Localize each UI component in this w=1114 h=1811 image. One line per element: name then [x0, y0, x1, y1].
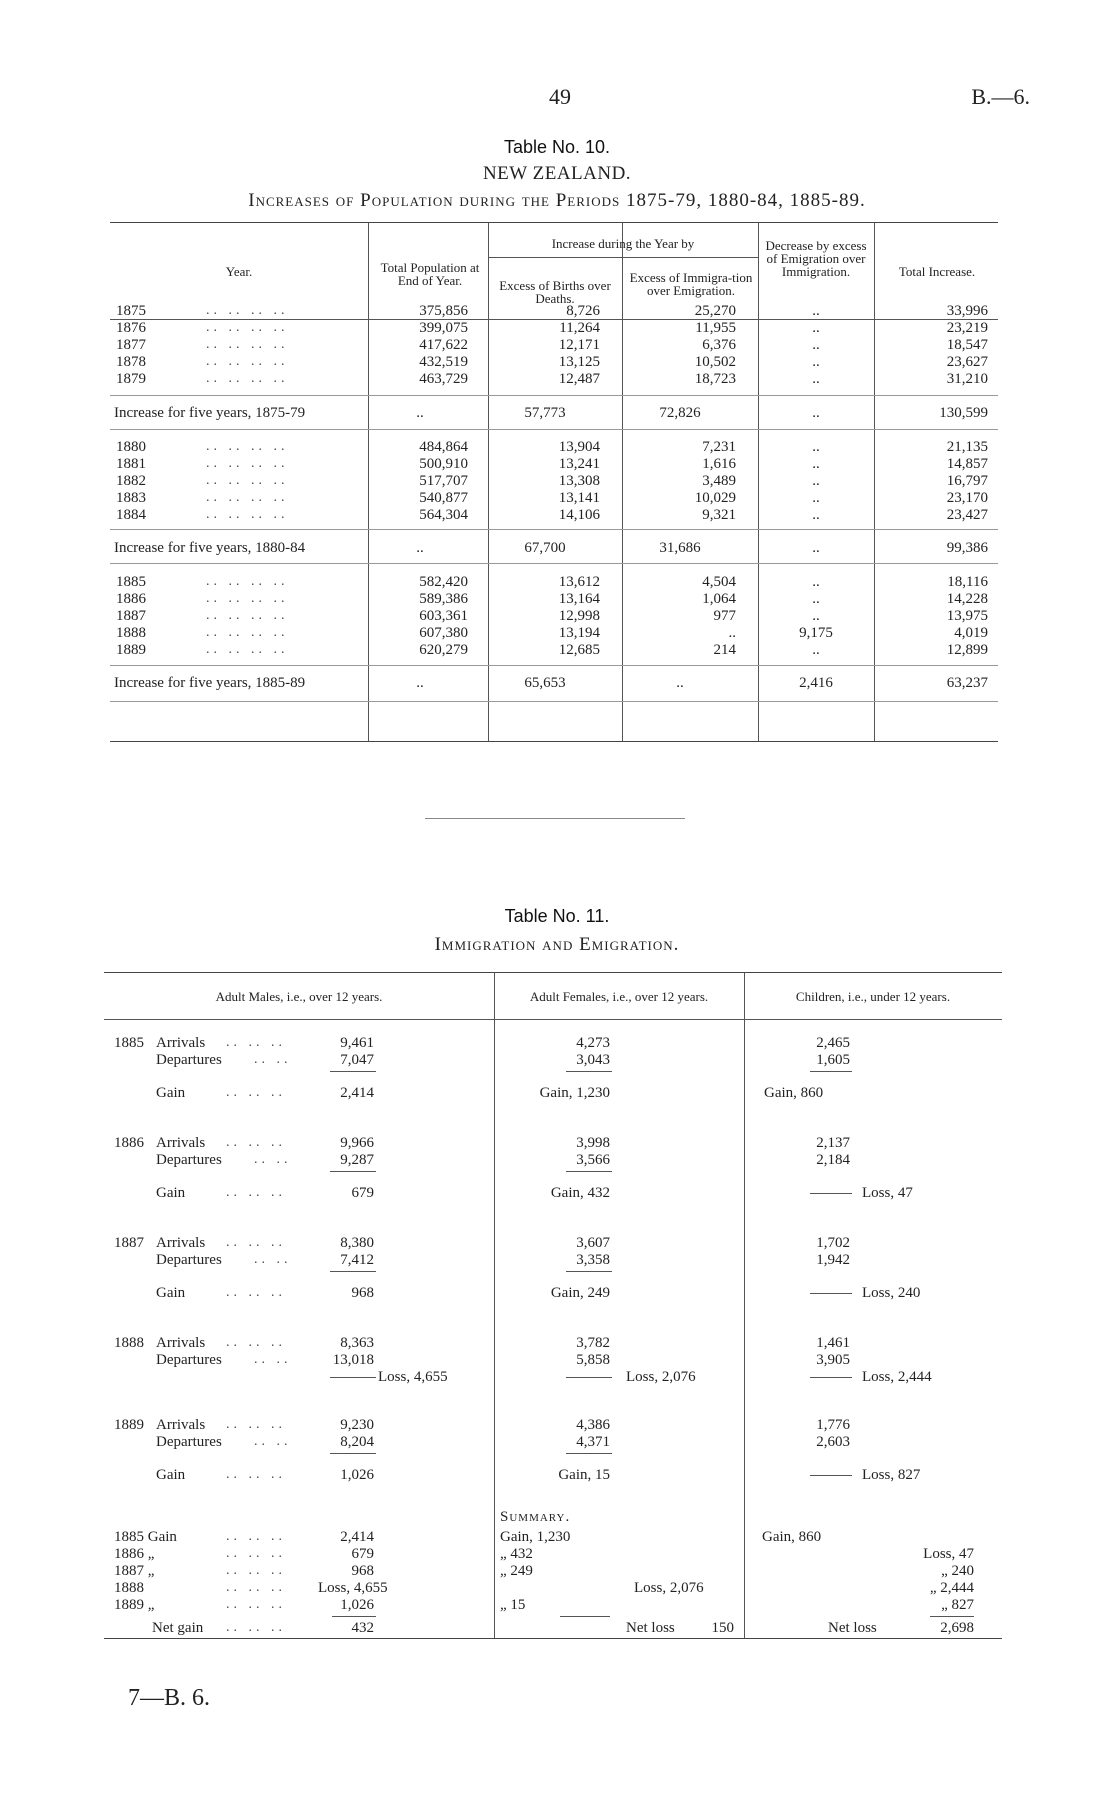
rule	[566, 1453, 612, 1454]
row-population: 564,304	[419, 507, 468, 523]
row-year: 1876	[116, 320, 146, 336]
departures-label: Departures	[156, 1352, 222, 1368]
row-population: 375,856	[419, 303, 468, 319]
children-loss: Loss, 47	[862, 1185, 913, 1201]
row-total-increase: 23,170	[946, 490, 988, 506]
arrivals-label: Arrivals	[156, 1335, 206, 1351]
rule	[810, 1475, 852, 1476]
col-total-increase: Total Increase.	[898, 264, 976, 279]
table10-country: NEW ZEALAND.	[482, 163, 632, 184]
row-year: 1888	[116, 625, 146, 641]
children-arrivals: 1,461	[816, 1335, 850, 1351]
arrivals-label: Arrivals	[156, 1235, 206, 1251]
row-total-increase: 21,135	[946, 439, 988, 455]
females-departures: 5,858	[576, 1352, 610, 1368]
table11-subtitle: Immigration and Emigration.	[434, 934, 680, 955]
rule	[810, 1293, 852, 1294]
subtotal-births: 57,773	[524, 405, 566, 421]
children-loss: Loss, 827	[862, 1467, 921, 1483]
leader-dots: .. .. .. ..	[206, 303, 289, 318]
rule	[330, 1071, 376, 1072]
row-births-excess: 13,308	[558, 473, 600, 489]
leader-dots: .. .. ..	[226, 1417, 286, 1432]
col-decrease-emigration: Decrease by excess of Emigration over Immigration.	[765, 238, 867, 279]
row-population: 589,386	[419, 591, 468, 607]
row-emigration-decrease: ..	[812, 490, 820, 506]
males-departures: 8,204	[340, 1434, 374, 1450]
row-immigration-excess: 25,270	[694, 303, 736, 319]
males-result: 2,414	[340, 1085, 374, 1101]
children-arrivals: 2,465	[816, 1035, 850, 1051]
row-immigration-excess: 1,064	[702, 591, 736, 607]
females-loss: Loss, 2,076	[626, 1369, 696, 1385]
males-departures: 9,287	[340, 1152, 374, 1168]
leader-dots: .. .. .. ..	[206, 456, 289, 471]
row-births-excess: 13,194	[558, 625, 600, 641]
col-adult-males: Adult Males, i.e., over 12 years.	[215, 989, 383, 1004]
row-total-increase: 13,975	[946, 608, 988, 624]
summary-year: 1886 „	[114, 1546, 155, 1562]
males-arrivals: 9,966	[340, 1135, 374, 1151]
leader-dots: .. ..	[254, 1152, 292, 1167]
row-emigration-decrease: 9,175	[799, 625, 833, 641]
summary-males: 2,414	[340, 1529, 374, 1545]
row-year: 1880	[116, 439, 146, 455]
arrivals-label: Arrivals	[156, 1135, 206, 1151]
row-total-increase: 18,116	[947, 574, 988, 590]
row-year: 1881	[116, 456, 146, 472]
row-year: 1877	[116, 337, 146, 353]
row-population: 417,622	[419, 337, 468, 353]
summary-females-loss: Loss, 2,076	[634, 1580, 704, 1596]
page-reference: B.—6.	[971, 84, 1030, 109]
year-label: 1888	[114, 1335, 144, 1351]
females-result: Gain, 432	[550, 1185, 610, 1201]
row-emigration-decrease: ..	[812, 303, 820, 319]
summary-females: „ 15	[500, 1597, 526, 1613]
page-number: 49	[549, 84, 571, 109]
net-loss-females: 150	[711, 1620, 734, 1636]
males-arrivals: 9,461	[340, 1035, 374, 1051]
row-population: 484,864	[419, 439, 468, 455]
row-births-excess: 13,241	[558, 456, 600, 472]
col-increase-group: Increase during the Year by	[551, 236, 695, 251]
subtotal-emigration: ..	[812, 405, 820, 421]
males-departures: 7,412	[340, 1252, 374, 1268]
row-emigration-decrease: ..	[812, 473, 820, 489]
children-departures: 1,942	[816, 1252, 850, 1268]
col-year: Year.	[225, 264, 253, 279]
row-year: 1878	[116, 354, 146, 370]
row-total-increase: 18,547	[946, 337, 988, 353]
children-result: Gain, 860	[764, 1085, 824, 1101]
table11-title: Table No. 11.	[504, 906, 610, 926]
row-immigration-excess: 1,616	[702, 456, 736, 472]
females-departures: 3,566	[576, 1152, 610, 1168]
row-births-excess: 12,998	[558, 608, 600, 624]
row-total-increase: 14,228	[946, 591, 988, 607]
summary-children-loss: „ 240	[941, 1563, 974, 1579]
rule	[810, 1193, 852, 1194]
subtotal-emigration: ..	[812, 540, 820, 556]
leader-dots: .. .. .. ..	[206, 625, 289, 640]
males-result: 679	[351, 1185, 374, 1201]
rule	[330, 1171, 376, 1172]
leader-dots: .. ..	[254, 1352, 292, 1367]
rule	[330, 1453, 376, 1454]
col-children: Children, i.e., under 12 years.	[795, 989, 951, 1004]
year-label: 1887	[114, 1235, 144, 1251]
table10-subtitle: Increases of Population during the Periods 1875-79, 1880-84, 1885-89.	[248, 190, 866, 211]
summary-males: 1,026	[340, 1597, 374, 1613]
row-emigration-decrease: ..	[812, 507, 820, 523]
summary-year: 1888	[114, 1580, 144, 1596]
leader-dots: .. .. .. ..	[206, 608, 289, 623]
females-departures: 3,358	[576, 1252, 610, 1268]
males-result: 1,026	[340, 1467, 374, 1483]
subtotal-population: ..	[416, 405, 424, 421]
leader-dots: .. .. ..	[226, 1546, 286, 1561]
subtotal-immigration: 72,826	[659, 405, 701, 421]
row-births-excess: 13,125	[558, 354, 600, 370]
row-total-increase: 4,019	[954, 625, 988, 641]
row-immigration-excess: ..	[728, 625, 736, 641]
subtotal-total: 99,386	[946, 540, 988, 556]
row-births-excess: 14,106	[558, 507, 600, 523]
leader-dots: .. .. ..	[226, 1185, 286, 1200]
rule	[560, 1616, 610, 1617]
children-departures: 1,605	[816, 1052, 850, 1068]
row-population: 620,279	[419, 642, 468, 658]
row-year: 1886	[116, 591, 146, 607]
row-emigration-decrease: ..	[812, 371, 820, 387]
net-loss-children: 2,698	[940, 1620, 974, 1636]
summary-year: 1887 „	[114, 1563, 155, 1579]
leader-dots: .. .. ..	[226, 1035, 286, 1050]
leader-dots: .. .. .. ..	[206, 473, 289, 488]
arrivals-label: Arrivals	[156, 1035, 206, 1051]
females-departures: 3,043	[576, 1052, 610, 1068]
leader-dots: .. ..	[254, 1252, 292, 1267]
row-immigration-excess: 214	[713, 642, 736, 658]
rule	[930, 1616, 974, 1617]
rule	[566, 1271, 612, 1272]
leader-dots: .. .. ..	[226, 1563, 286, 1578]
row-births-excess: 11,264	[559, 320, 600, 336]
gain-label: Gain	[156, 1285, 186, 1301]
females-arrivals: 3,607	[576, 1235, 610, 1251]
rule	[566, 1171, 612, 1172]
year-label: 1885	[114, 1035, 144, 1051]
departures-label: Departures	[156, 1052, 222, 1068]
rule	[330, 1271, 376, 1272]
row-population: 603,361	[419, 608, 468, 624]
row-year: 1882	[116, 473, 146, 489]
gain-label: Gain	[156, 1467, 186, 1483]
row-total-increase: 16,797	[946, 473, 988, 489]
row-population: 517,707	[419, 473, 468, 489]
row-births-excess: 8,726	[566, 303, 600, 319]
children-departures: 3,905	[816, 1352, 850, 1368]
leader-dots: .. .. .. ..	[206, 371, 289, 386]
row-births-excess: 13,612	[558, 574, 600, 590]
males-arrivals: 8,380	[340, 1235, 374, 1251]
males-departures: 7,047	[340, 1052, 374, 1068]
leader-dots: .. .. ..	[226, 1529, 286, 1544]
females-arrivals: 3,782	[576, 1335, 610, 1351]
row-population: 432,519	[419, 354, 468, 370]
row-total-increase: 12,899	[946, 642, 988, 658]
summary-children-loss: Loss, 47	[923, 1546, 974, 1562]
row-total-increase: 31,210	[946, 371, 988, 387]
row-immigration-excess: 11,955	[695, 320, 736, 336]
row-emigration-decrease: ..	[812, 642, 820, 658]
gain-label: Gain	[156, 1185, 186, 1201]
rule	[810, 1071, 852, 1072]
row-total-increase: 33,996	[946, 303, 988, 319]
summary-year: 1885 Gain	[114, 1529, 177, 1545]
summary-females: Gain, 1,230	[500, 1529, 571, 1545]
row-immigration-excess: 9,321	[702, 507, 736, 523]
children-arrivals: 1,702	[816, 1235, 850, 1251]
females-departures: 4,371	[576, 1434, 610, 1450]
summary-children: Gain, 860	[762, 1529, 822, 1545]
leader-dots: .. .. .. ..	[206, 507, 289, 522]
row-year: 1875	[116, 303, 146, 319]
row-births-excess: 12,171	[558, 337, 600, 353]
leader-dots: .. .. ..	[226, 1467, 286, 1482]
leader-dots: .. .. ..	[226, 1620, 286, 1635]
row-year: 1884	[116, 507, 146, 523]
row-immigration-excess: 977	[713, 608, 736, 624]
summary-females: „ 249	[500, 1563, 533, 1579]
leader-dots: .. .. .. ..	[206, 439, 289, 454]
males-arrivals: 9,230	[340, 1417, 374, 1433]
females-arrivals: 4,386	[576, 1417, 610, 1433]
row-total-increase: 23,219	[946, 320, 988, 336]
children-arrivals: 2,137	[816, 1135, 850, 1151]
row-total-increase: 23,627	[946, 354, 988, 370]
females-arrivals: 4,273	[576, 1035, 610, 1051]
leader-dots: .. .. ..	[226, 1285, 286, 1300]
table11	[104, 972, 1002, 1639]
children-departures: 2,603	[816, 1434, 850, 1450]
leader-dots: .. .. .. ..	[206, 574, 289, 589]
table10	[110, 222, 998, 742]
row-emigration-decrease: ..	[812, 456, 820, 472]
males-departures: 13,018	[332, 1352, 374, 1368]
row-emigration-decrease: ..	[812, 608, 820, 624]
row-year: 1889	[116, 642, 146, 658]
children-arrivals: 1,776	[816, 1417, 850, 1433]
children-departures: 2,184	[816, 1152, 850, 1168]
row-population: 607,380	[419, 625, 468, 641]
row-emigration-decrease: ..	[812, 591, 820, 607]
year-label: 1886	[114, 1135, 144, 1151]
section-divider	[425, 818, 685, 819]
leader-dots: .. .. .. ..	[206, 642, 289, 657]
row-population: 540,877	[419, 490, 468, 506]
row-year: 1885	[116, 574, 146, 590]
leader-dots: .. .. .. ..	[206, 337, 289, 352]
summary-children-loss: „ 827	[941, 1597, 974, 1613]
rule	[566, 1071, 612, 1072]
row-births-excess: 13,164	[558, 591, 600, 607]
row-year: 1879	[116, 371, 146, 387]
subtotal-label: Increase for five years, 1880-84	[114, 540, 306, 556]
summary-title: Summary.	[500, 1509, 571, 1525]
row-immigration-excess: 10,502	[694, 354, 736, 370]
col-immigration-over-emigration: Excess of Immigra-tion over Emigration.	[629, 270, 753, 298]
row-emigration-decrease: ..	[812, 574, 820, 590]
subtotal-total: 130,599	[939, 405, 988, 421]
row-immigration-excess: 10,029	[694, 490, 736, 506]
subtotal-label: Increase for five years, 1875-79	[114, 405, 306, 421]
subtotal-label: Increase for five years, 1885-89	[114, 675, 306, 691]
summary-females: „ 432	[500, 1546, 533, 1562]
leader-dots: .. ..	[254, 1052, 292, 1067]
row-population: 500,910	[419, 456, 468, 472]
rule	[330, 1377, 376, 1378]
subtotal-births: 65,653	[524, 675, 566, 691]
leader-dots: .. .. .. ..	[206, 320, 289, 335]
females-result: Gain, 249	[550, 1285, 610, 1301]
row-total-increase: 14,857	[946, 456, 988, 472]
row-immigration-excess: 3,489	[702, 473, 736, 489]
subtotal-emigration: 2,416	[799, 675, 833, 691]
subtotal-population: ..	[416, 675, 424, 691]
row-emigration-decrease: ..	[812, 337, 820, 353]
leader-dots: .. .. ..	[226, 1335, 286, 1350]
departures-label: Departures	[156, 1252, 222, 1268]
subtotal-population: ..	[416, 540, 424, 556]
net-gain-label: Net gain	[152, 1620, 204, 1636]
gain-label: Gain	[156, 1085, 186, 1101]
leader-dots: .. .. ..	[226, 1085, 286, 1100]
leader-dots: .. ..	[254, 1434, 292, 1449]
row-births-excess: 12,487	[558, 371, 600, 387]
col-total-population: Total Population at End of Year.	[380, 260, 480, 288]
row-total-increase: 23,427	[946, 507, 988, 523]
leader-dots: .. .. .. ..	[206, 490, 289, 505]
departures-label: Departures	[156, 1152, 222, 1168]
year-label: 1889	[114, 1417, 144, 1433]
leader-dots: .. .. ..	[226, 1235, 286, 1250]
row-immigration-excess: 7,231	[702, 439, 736, 455]
net-loss-label-females: Net loss	[626, 1620, 675, 1636]
row-population: 463,729	[419, 371, 468, 387]
leader-dots: .. .. .. ..	[206, 354, 289, 369]
net-loss-label-children: Net loss	[828, 1620, 877, 1636]
children-loss: Loss, 240	[862, 1285, 921, 1301]
row-births-excess: 13,141	[558, 490, 600, 506]
summary-males-loss: Loss, 4,655	[318, 1580, 388, 1596]
subtotal-immigration: ..	[676, 675, 684, 691]
net-gain-males: 432	[351, 1620, 374, 1636]
leader-dots: .. .. ..	[226, 1135, 286, 1150]
summary-males: 679	[351, 1546, 374, 1562]
children-loss: Loss, 2,444	[862, 1369, 932, 1385]
leader-dots: .. .. ..	[226, 1580, 286, 1595]
row-population: 582,420	[419, 574, 468, 590]
col-births-over-deaths: Excess of Births over Deaths.	[499, 278, 611, 306]
arrivals-label: Arrivals	[156, 1417, 206, 1433]
subtotal-immigration: 31,686	[659, 540, 701, 556]
row-immigration-excess: 4,504	[702, 574, 736, 590]
summary-males: 968	[351, 1563, 374, 1579]
row-immigration-excess: 6,376	[702, 337, 736, 353]
females-result: Gain, 15	[558, 1467, 610, 1483]
row-emigration-decrease: ..	[812, 354, 820, 370]
col-adult-females: Adult Females, i.e., over 12 years.	[529, 989, 709, 1004]
row-births-excess: 12,685	[558, 642, 600, 658]
females-result: Gain, 1,230	[539, 1085, 610, 1101]
males-result: 968	[351, 1285, 374, 1301]
row-emigration-decrease: ..	[812, 320, 820, 336]
row-year: 1887	[116, 608, 146, 624]
summary-year: 1889 „	[114, 1597, 155, 1613]
row-immigration-excess: 18,723	[694, 371, 736, 387]
leader-dots: .. .. .. ..	[206, 591, 289, 606]
row-year: 1883	[116, 490, 146, 506]
females-arrivals: 3,998	[576, 1135, 610, 1151]
summary-children-loss: „ 2,444	[929, 1580, 974, 1596]
males-arrivals: 8,363	[340, 1335, 374, 1351]
row-births-excess: 13,904	[558, 439, 600, 455]
page-signature: 7—B. 6.	[128, 1685, 211, 1711]
table10-title: Table No. 10.	[503, 137, 611, 157]
subtotal-births: 67,700	[524, 540, 566, 556]
rule	[332, 1616, 376, 1617]
males-loss: Loss, 4,655	[378, 1369, 448, 1385]
row-population: 399,075	[419, 320, 468, 336]
departures-label: Departures	[156, 1434, 222, 1450]
rule	[810, 1377, 852, 1378]
subtotal-total: 63,237	[946, 675, 988, 691]
row-emigration-decrease: ..	[812, 439, 820, 455]
rule	[566, 1377, 612, 1378]
leader-dots: .. .. ..	[226, 1597, 286, 1612]
